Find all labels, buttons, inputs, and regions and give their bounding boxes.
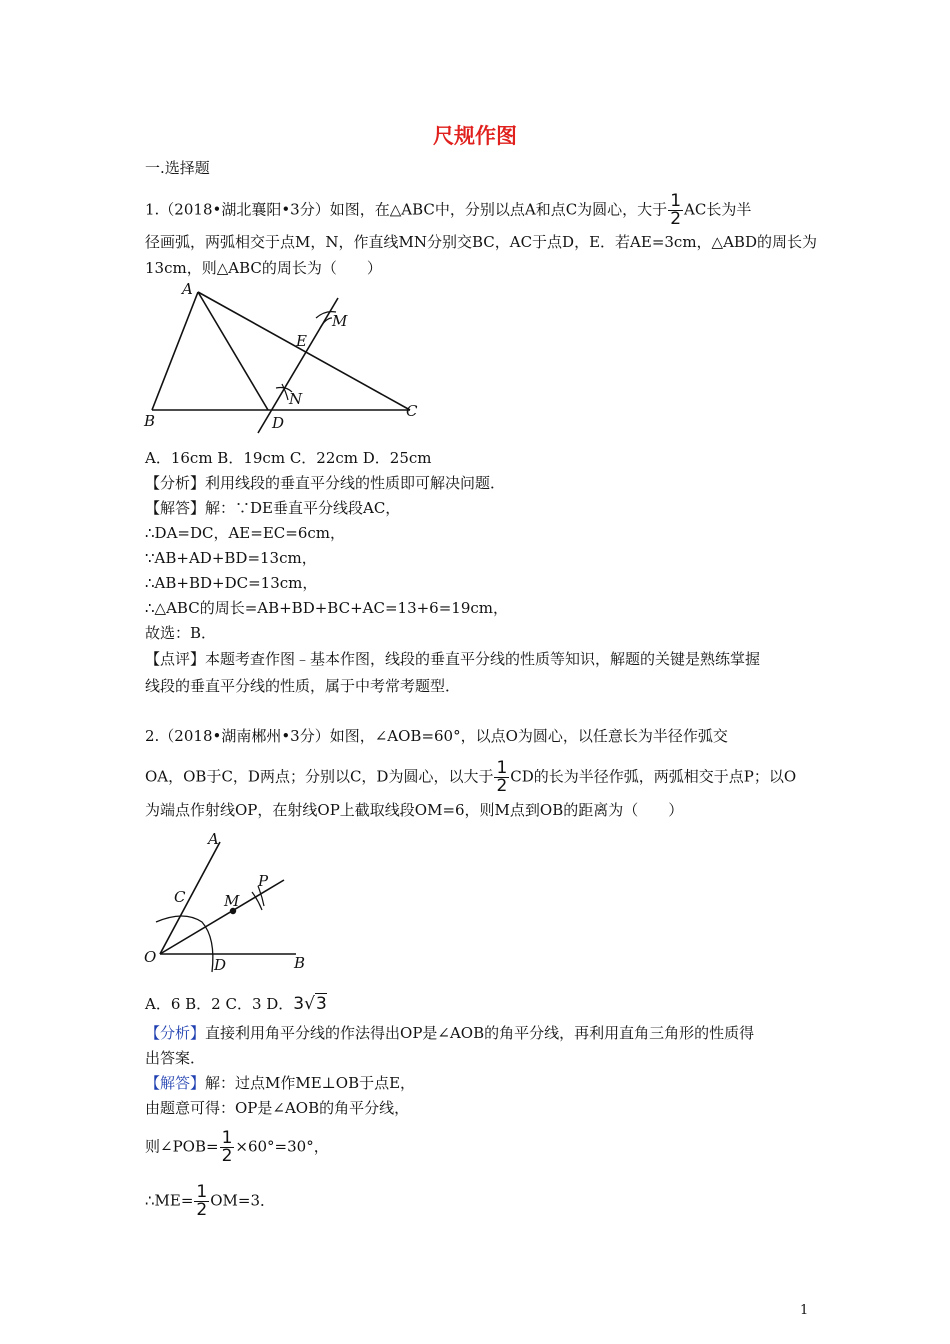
- q1-step-3: ∴AB+BD+DC=13cm，: [145, 574, 318, 592]
- label-c: C: [406, 402, 418, 420]
- q2-options: A．6 B．2 C．3 D．3√3: [145, 994, 327, 1014]
- segment-ad: [198, 292, 268, 410]
- label-c: C: [174, 888, 186, 906]
- label-d: D: [214, 956, 227, 974]
- ray-oa: [160, 842, 220, 954]
- q1-comment-line-1: 【点评】本题考查作图﹣基本作图，线段的垂直平分线的性质等知识，解题的关键是熟练掌握: [145, 650, 761, 668]
- q1-triangle-figure: [140, 280, 430, 440]
- q2-option-d-radical: 3√3: [293, 994, 327, 1014]
- segment-ac: [198, 292, 410, 410]
- q2-step-2-fraction: $\frac{1}{2}$: [221, 1128, 233, 1166]
- label-a: A: [208, 830, 219, 848]
- q1-text-line-1: 1.（2018•湖北襄阳•3分）如图，在△ABC中，分别以点A和点C为圆心，大于 $\frac{1}{2}$ AC长为半: [145, 191, 752, 229]
- q1-options: A．16cm B．19cm C．22cm D．25cm: [145, 449, 432, 467]
- page-title: 尺规作图: [433, 123, 517, 148]
- q1-text-line-3: 13cm，则△ABC的周长为（ ）: [145, 259, 382, 277]
- q2-text-line-1: 2.（2018•湖南郴州•3分）如图，∠AOB=60°，以点O为圆心，以任意长为半径作弧交: [145, 727, 728, 745]
- segment-ab: [152, 292, 198, 410]
- q1-step-1: ∴DA=DC，AE=EC=6cm，: [145, 524, 345, 542]
- section-heading: 一.选择题: [145, 159, 210, 177]
- q1-text-line-2: 径画弧，两弧相交于点M，N，作直线MN分别交BC，AC于点D，E．若AE=3cm，△ABD的周长为: [145, 233, 817, 251]
- q2-angle-figure: [140, 820, 320, 980]
- q2-analysis-line-2: 出答案．: [145, 1049, 206, 1067]
- q1-answer: 【解答】解：∵DE垂直平分线段AC，: [145, 499, 401, 517]
- label-e: E: [296, 332, 307, 350]
- q2-step-2: 则∠POB= $\frac{1}{2}$ ×60°=30°，: [145, 1128, 329, 1166]
- label-m: M: [224, 892, 240, 910]
- line-mn: [258, 298, 338, 433]
- q2-step-3: ∴ME= $\frac{1}{2}$ OM=3．: [145, 1182, 276, 1220]
- label-n: N: [289, 390, 303, 408]
- q2-fraction: $\frac{1}{2}$: [496, 758, 508, 796]
- q1-step-4: ∴△ABC的周长=AB+BD+BC+AC=13+6=19cm，: [145, 599, 509, 617]
- page-number: 1: [800, 1303, 809, 1318]
- q1-fraction: $\frac{1}{2}$: [670, 191, 682, 229]
- q1-step-2: ∵AB+AD+BD=13cm，: [145, 549, 317, 567]
- label-d: D: [272, 414, 285, 432]
- q2-text-line-3: 为端点作射线OP，在射线OP上截取线段OM=6，则M点到OB的距离为（ ）: [145, 801, 684, 819]
- q1-comment-line-2: 线段的垂直平分线的性质，属于中考常考题型．: [145, 677, 461, 695]
- q2-analysis-line-1: 【分析】直接利用角平分线的作法得出OP是∠AOB的角平分线，再利用直角三角形的性质得: [145, 1024, 755, 1042]
- q1-step-5: 故选：B．: [145, 624, 217, 642]
- label-b: B: [294, 954, 306, 972]
- q2-step-3-fraction: $\frac{1}{2}$: [196, 1182, 208, 1220]
- q1-analysis: 【分析】利用线段的垂直平分线的性质即可解决问题．: [145, 474, 506, 492]
- label-p: P: [258, 872, 269, 890]
- label-a: A: [182, 280, 193, 298]
- q2-step-1: 由题意可得：OP是∠AOB的角平分线，: [145, 1099, 410, 1117]
- q2-text-line-2: OA，OB于C，D两点；分别以C，D为圆心，以大于 $\frac{1}{2}$ CD的长为半径作弧，两弧相交于点P；以O: [145, 758, 797, 796]
- label-o: O: [144, 948, 157, 966]
- label-m: M: [332, 312, 348, 330]
- label-b: B: [144, 412, 156, 430]
- q2-answer: 【解答】解：过点M作ME⊥OB于点E，: [145, 1074, 416, 1092]
